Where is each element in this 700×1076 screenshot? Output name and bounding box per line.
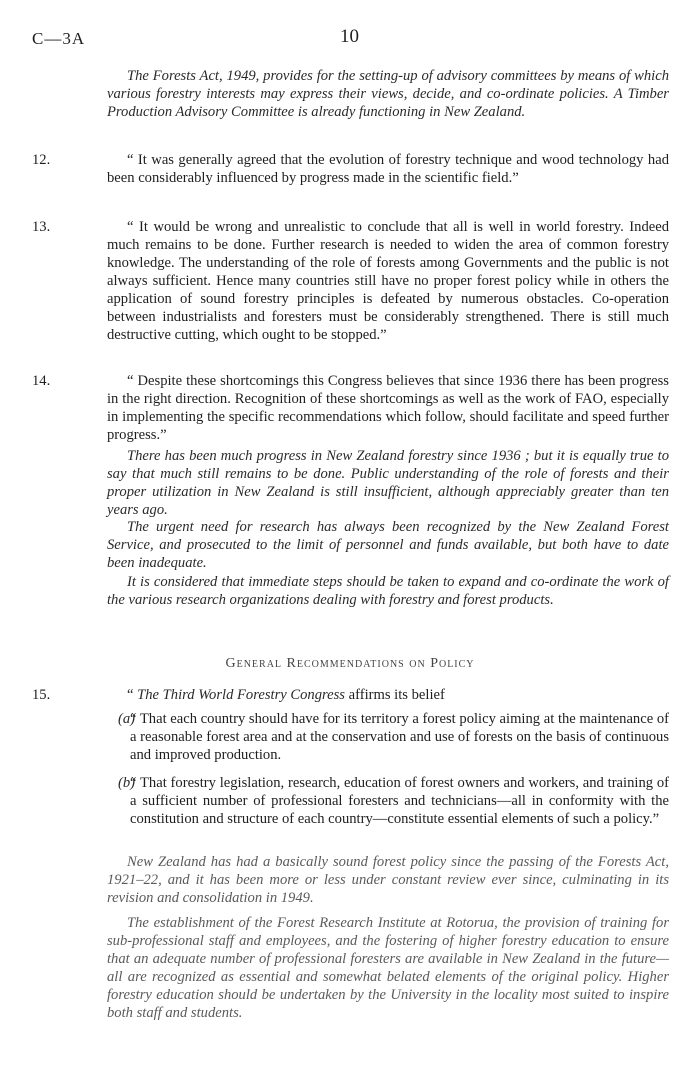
paragraph-number: 12. <box>32 152 51 168</box>
item-label: (b) <box>118 775 136 791</box>
item-label: (a) <box>118 711 136 727</box>
comment-italic: It is considered that immediate steps should be taken to expand and co-ordinate the work of the various research organizations dealing with forestry and forest products. <box>107 574 669 608</box>
intro-italic-note: The Forests Act, 1949, provides for the setting-up of advisory committees by means of which various forestry interests may express their views, decide, and co-ordinate policies. A Timber Production Advisory Committee is already functioning in New Zealand. <box>107 68 669 120</box>
comment-italic: There has been much progress in New Zealand forestry since 1936 ; but it is equally true to say that much still remains to be done. Public understanding of the role of forests and their proper utilization in New Zealand is still insufficient, although appreciably greater than ten years ago. <box>107 448 669 518</box>
paragraph-number: 13. <box>32 219 51 235</box>
comment-italic: The establishment of the Forest Research Institute at Rotorua, the provision of training for sub-professional staff and employees, and the fostering of higher forestry education to ensure that an adequate number of professional foresters are available in New Zealand in the future—all are recognized as essential and somewhat belated elements of the original policy. Higher forestry education should be undertaken by the University in the locality most suited to inspire both staff and students. <box>107 915 669 1021</box>
lead-rest: affirms its belief <box>345 687 445 703</box>
item-text: “ That each country should have for its territory a forest policy aiming at the maintenance of a reasonable forest area and at the conservation and use of forests on the basis of continuous and improved production. <box>130 711 669 763</box>
comment-italic: New Zealand has had a basically sound forest policy since the passing of the Forests Act, 1921–22, and it has been more or less under constant review ever since, culminating in its revision and consolidation in 1949. <box>107 854 669 906</box>
lead-open-quote: “ <box>127 687 138 703</box>
item-text: “ That forestry legislation, research, education of forest owners and workers, and training of a sufficient number of professional foresters and technicians—all in conformity with the constitution and structure of each country—constitute essential elements of such a policy.” <box>130 775 669 827</box>
document-reference: C—3A <box>32 29 86 48</box>
paragraph-text: “ Despite these shortcomings this Congress believes that since 1936 there has been progress in the right direction. Recognition of these shortcomings as well as the work of FAO, especially in implementing the specific recommendations which follow, should facilitate and speed further progress.” <box>107 373 669 443</box>
paragraph-number: 15. <box>32 687 51 703</box>
paragraph-text: “ It was generally agreed that the evolution of forestry technique and wood technology had been considerably influenced by progress made in the scientific field.” <box>107 152 669 186</box>
lead-italic: The Third World Forestry Congress <box>137 687 345 703</box>
comment-italic: The urgent need for research has always been recognized by the New Zealand Forest Service, and prosecuted to the limit of personnel and funds available, but both have to date been inadequate. <box>107 519 669 571</box>
section-heading: General Recommendations on Policy <box>225 656 475 671</box>
paragraph-number: 14. <box>32 373 51 389</box>
page-number: 10 <box>340 26 359 47</box>
paragraph-text: “ It would be wrong and unrealistic to conclude that all is well in world forestry. Indeed much remains to be done. Further research is needed to widen the area of common forestry knowledge. The understanding of the role of forests among Governments and the public is not always sufficient. Hence many countries still have no proper forest policy while in others the application of sound forestry principles is defeated by numerous obstacles. Co-operation between industrialists and foresters must be considerably strengthened. There is still much destructive cutting, which ought to be stopped.” <box>107 219 669 343</box>
paragraph-lead <box>107 686 669 704</box>
